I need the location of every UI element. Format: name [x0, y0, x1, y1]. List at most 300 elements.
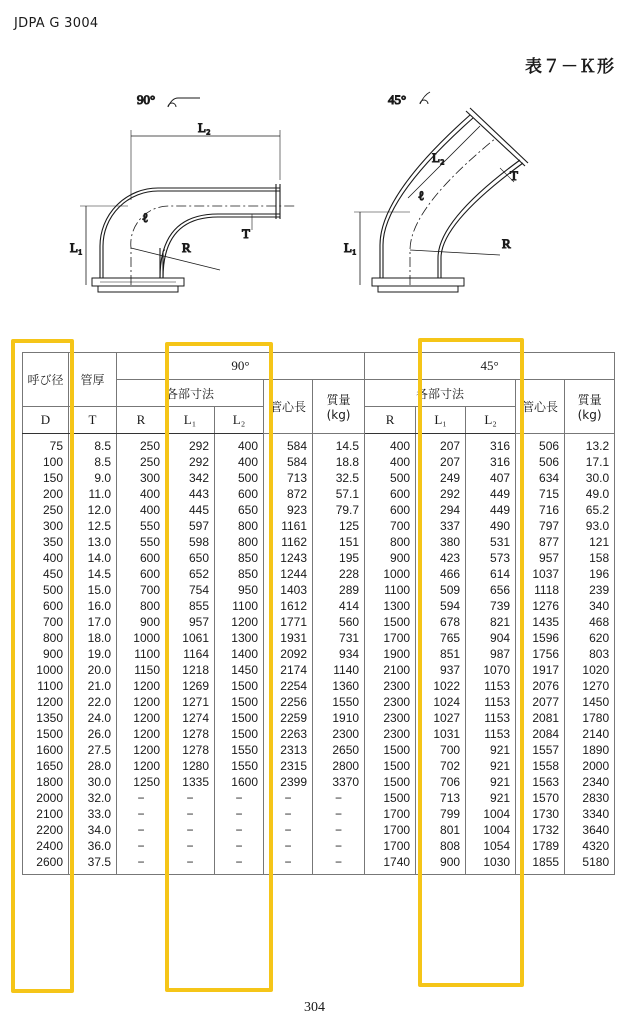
table-cell: 65.2 [565, 502, 615, 518]
table-cell: 1000 [117, 630, 166, 646]
table-cell: 1278 [166, 726, 215, 742]
table-cell: 1855 [516, 854, 565, 875]
table-cell: 706 [416, 774, 466, 790]
table-cell: 34.0 [69, 822, 117, 838]
table-cell: 1360 [313, 678, 365, 694]
table-cell: 850 [215, 566, 264, 582]
table-cell: 8.5 [69, 454, 117, 470]
bend-45-L2-label: L₂ [432, 150, 445, 165]
table-cell: 2340 [565, 774, 615, 790]
table-cell: 900 [416, 854, 466, 875]
table-cell: 800 [365, 534, 416, 550]
table-cell: − [166, 854, 215, 875]
bend-45-l-label: ℓ [418, 188, 425, 203]
table-cell: 2259 [264, 710, 313, 726]
table-cell: 1200 [117, 678, 166, 694]
subheader-45-R: R [365, 407, 416, 434]
table-cell: 1164 [166, 646, 215, 662]
table-cell: 21.0 [69, 678, 117, 694]
table-cell: 1500 [215, 710, 264, 726]
table-cell: 125 [313, 518, 365, 534]
table-cell: 531 [466, 534, 516, 550]
table-cell: 2650 [313, 742, 365, 758]
table-cell: 800 [117, 598, 166, 614]
table-cell: − [117, 806, 166, 822]
table-cell: 30.0 [565, 470, 615, 486]
table-cell: 3640 [565, 822, 615, 838]
table-cell: 300 [23, 518, 69, 534]
table-cell: 1450 [565, 694, 615, 710]
table-cell: 2084 [516, 726, 565, 742]
table-cell: 2092 [264, 646, 313, 662]
table-cell: 1118 [516, 582, 565, 598]
table-cell: 14.0 [69, 550, 117, 566]
table-cell: 855 [166, 598, 215, 614]
table-cell: 1570 [516, 790, 565, 806]
table-cell: 1500 [365, 774, 416, 790]
table-cell: 1250 [117, 774, 166, 790]
table-cell: 1200 [117, 694, 166, 710]
table-cell: 1070 [466, 662, 516, 678]
table-cell: 2140 [565, 726, 615, 742]
table-cell: 801 [416, 822, 466, 838]
table-cell: − [117, 822, 166, 838]
table-cell: 93.0 [565, 518, 615, 534]
table-cell: 1557 [516, 742, 565, 758]
table-row [23, 566, 615, 582]
table-cell: 449 [466, 502, 516, 518]
table-cell: 1280 [166, 758, 215, 774]
table-cell: 800 [23, 630, 69, 646]
header-thickness: 管厚 [69, 353, 117, 407]
table-row [23, 742, 615, 758]
table-cell: 250 [117, 454, 166, 470]
table-cell: 3340 [565, 806, 615, 822]
k-type-bend-dimension-table [22, 352, 615, 875]
table-cell: 560 [313, 614, 365, 630]
table-cell: 1500 [23, 726, 69, 742]
table-cell: 8.5 [69, 434, 117, 455]
table-cell: 877 [516, 534, 565, 550]
table-row [23, 550, 615, 566]
table-cell: 650 [215, 502, 264, 518]
table-row [23, 806, 615, 822]
table-cell: 900 [365, 550, 416, 566]
table-cell: 13.2 [565, 434, 615, 455]
table-row [23, 646, 615, 662]
table-cell: 1335 [166, 774, 215, 790]
table-cell: 1732 [516, 822, 565, 838]
table-cell: − [264, 790, 313, 806]
bend-45-T-label: T [510, 168, 518, 183]
table-cell: 850 [215, 550, 264, 566]
table-cell: 754 [166, 582, 215, 598]
table-cell: 1200 [117, 758, 166, 774]
table-cell: 1100 [23, 678, 69, 694]
page-number: 304 [304, 1000, 325, 1015]
table-row [23, 758, 615, 774]
table-cell: 49.0 [565, 486, 615, 502]
table-cell: 716 [516, 502, 565, 518]
table-cell: 1200 [23, 694, 69, 710]
table-cell: 1740 [365, 854, 416, 875]
table-row [23, 470, 615, 486]
table-cell: − [264, 806, 313, 822]
subheader-45-L1: L₁ [416, 407, 466, 434]
table-cell: − [166, 790, 215, 806]
table-cell: 32.0 [69, 790, 117, 806]
table-cell: 239 [565, 582, 615, 598]
table-cell: 600 [117, 566, 166, 582]
table-cell: − [313, 838, 365, 854]
subheader-T: T [69, 407, 117, 434]
table-cell: 1550 [215, 758, 264, 774]
table-cell: 2830 [565, 790, 615, 806]
table-cell: 400 [215, 434, 264, 455]
table-cell: 1650 [23, 758, 69, 774]
table-cell: 26.0 [69, 726, 117, 742]
document-code: JDPA G 3004 [14, 16, 99, 31]
table-cell: 584 [264, 434, 313, 455]
table-cell: 1271 [166, 694, 215, 710]
mass-label: 質量 [577, 393, 602, 407]
table-cell: 1300 [215, 630, 264, 646]
table-cell: 2081 [516, 710, 565, 726]
table-row [23, 710, 615, 726]
table-cell: 1243 [264, 550, 313, 566]
table-cell: 634 [516, 470, 565, 486]
table-cell: 923 [264, 502, 313, 518]
table-cell: 1100 [117, 646, 166, 662]
table-cell: 1700 [365, 806, 416, 822]
subheader-D: D [23, 407, 69, 434]
mass-label: 質量 [326, 393, 351, 407]
table-cell: 800 [215, 534, 264, 550]
table-cell: − [313, 822, 365, 838]
table-cell: 921 [466, 790, 516, 806]
table-cell: 1300 [365, 598, 416, 614]
bend-45-angle-label: 45° [388, 92, 407, 107]
table-cell: 1500 [215, 678, 264, 694]
header-45-degree: 45° [365, 353, 615, 380]
highlight-90-dimensions-column [165, 342, 273, 992]
table-cell: 33.0 [69, 806, 117, 822]
table-cell: 337 [416, 518, 466, 534]
table-row [23, 486, 615, 502]
table-cell: 350 [23, 534, 69, 550]
table-cell: 715 [516, 486, 565, 502]
table-row [23, 774, 615, 790]
table-cell: 921 [466, 742, 516, 758]
table-cell: 739 [466, 598, 516, 614]
header-90-mass [313, 380, 365, 434]
table-cell: 1037 [516, 566, 565, 582]
table-cell: 1276 [516, 598, 565, 614]
bend-90-T-label: T [242, 226, 250, 241]
table-cell: 9.0 [69, 470, 117, 486]
table-cell: 17.0 [69, 614, 117, 630]
table-cell: 957 [166, 614, 215, 630]
table-cell: 573 [466, 550, 516, 566]
table-cell: 400 [117, 502, 166, 518]
table-cell: 2200 [23, 822, 69, 838]
table-cell: 11.0 [69, 486, 117, 502]
mass-unit: (kg) [326, 408, 351, 422]
table-row [23, 582, 615, 598]
table-cell: 2300 [365, 678, 416, 694]
table-cell: 1161 [264, 518, 313, 534]
table-row [23, 434, 615, 455]
table-cell: − [264, 854, 313, 875]
bend-90-drawing [70, 92, 295, 292]
table-cell: 1200 [117, 742, 166, 758]
table-cell: 36.0 [69, 838, 117, 854]
table-cell: 14.5 [69, 566, 117, 582]
table-cell: 500 [365, 470, 416, 486]
table-cell: 400 [23, 550, 69, 566]
table-cell: 2077 [516, 694, 565, 710]
table-cell: 121 [565, 534, 615, 550]
table-cell: − [215, 838, 264, 854]
table-cell: 289 [313, 582, 365, 598]
table-cell: 600 [365, 502, 416, 518]
table-cell: 700 [416, 742, 466, 758]
table-cell: 713 [264, 470, 313, 486]
table-cell: 1917 [516, 662, 565, 678]
table-cell: 2300 [365, 694, 416, 710]
table-cell: − [313, 790, 365, 806]
table-cell: 316 [466, 454, 516, 470]
table-cell: 24.0 [69, 710, 117, 726]
header-45-mass [565, 380, 615, 434]
highlight-nominal-diameter-column [11, 339, 74, 993]
table-cell: 1931 [264, 630, 313, 646]
bend-90-l-label: ℓ [142, 210, 149, 225]
table-cell: 713 [416, 790, 466, 806]
table-cell: 700 [117, 582, 166, 598]
table-cell: 1500 [365, 790, 416, 806]
table-cell: 1162 [264, 534, 313, 550]
subheader-90-R: R [117, 407, 166, 434]
table-cell: 2315 [264, 758, 313, 774]
table-cell: 380 [416, 534, 466, 550]
table-row [23, 726, 615, 742]
table-cell: 600 [117, 550, 166, 566]
table-cell: 934 [313, 646, 365, 662]
table-cell: 100 [23, 454, 69, 470]
table-cell: 1550 [215, 742, 264, 758]
table-cell: 1278 [166, 742, 215, 758]
table-cell: 700 [365, 518, 416, 534]
mass-unit: (kg) [577, 408, 602, 422]
table-body [23, 434, 615, 875]
table-cell: − [117, 838, 166, 854]
table-cell: 1780 [565, 710, 615, 726]
subheader-90-L1: L₁ [166, 407, 215, 434]
table-cell: 228 [313, 566, 365, 582]
table-cell: 600 [23, 598, 69, 614]
table-cell: 466 [416, 566, 466, 582]
table-cell: 2600 [23, 854, 69, 875]
table-cell: 1400 [215, 646, 264, 662]
table-cell: 950 [215, 582, 264, 598]
table-cell: 2300 [365, 726, 416, 742]
table-cell: 797 [516, 518, 565, 534]
table-cell: − [264, 822, 313, 838]
table-row [23, 662, 615, 678]
table-cell: 550 [117, 518, 166, 534]
table-cell: 872 [264, 486, 313, 502]
bend-90-L2-label: L₂ [198, 120, 211, 135]
table-cell: 1789 [516, 838, 565, 854]
table-row [23, 790, 615, 806]
table-cell: 207 [416, 454, 466, 470]
table-cell: 151 [313, 534, 365, 550]
table-cell: 443 [166, 486, 215, 502]
table-cell: 1800 [23, 774, 69, 790]
table-cell: 1435 [516, 614, 565, 630]
table-cell: − [215, 806, 264, 822]
table-cell: 1730 [516, 806, 565, 822]
table-cell: 207 [416, 434, 466, 455]
table-row [23, 534, 615, 550]
table-cell: 1153 [466, 710, 516, 726]
table-cell: 400 [365, 434, 416, 455]
bend-45-drawing [344, 92, 528, 292]
table-cell: 292 [166, 454, 215, 470]
table-cell: 765 [416, 630, 466, 646]
table-cell: 620 [565, 630, 615, 646]
table-cell: 700 [23, 614, 69, 630]
table-cell: 4320 [565, 838, 615, 854]
table-cell: 400 [117, 486, 166, 502]
table-row [23, 454, 615, 470]
table-cell: − [166, 822, 215, 838]
table-cell: 14.5 [313, 434, 365, 455]
table-cell: 449 [466, 486, 516, 502]
table-cell: 1270 [565, 678, 615, 694]
table-cell: 79.7 [313, 502, 365, 518]
table-row [23, 694, 615, 710]
table-cell: 1004 [466, 806, 516, 822]
table-cell: 300 [117, 470, 166, 486]
table-cell: 150 [23, 470, 69, 486]
table-cell: 1061 [166, 630, 215, 646]
table-cell: 158 [565, 550, 615, 566]
table-cell: 2263 [264, 726, 313, 742]
table-cell: 1140 [313, 662, 365, 678]
table-cell: − [166, 838, 215, 854]
table-cell: 1558 [516, 758, 565, 774]
table-cell: 2400 [23, 838, 69, 854]
table-cell: 600 [365, 486, 416, 502]
table-cell: 1600 [215, 774, 264, 790]
table-cell: − [166, 806, 215, 822]
header-90-center-length: 管心長 [264, 380, 313, 434]
table-cell: 2313 [264, 742, 313, 758]
bend-pipe-figure [0, 80, 629, 310]
bend-45-L1-label: L₁ [344, 240, 357, 255]
table-cell: 1700 [365, 838, 416, 854]
table-cell: 1244 [264, 566, 313, 582]
table-cell: 614 [466, 566, 516, 582]
table-row [23, 614, 615, 630]
table-cell: 450 [23, 566, 69, 582]
table-cell: − [264, 838, 313, 854]
table-cell: 400 [215, 454, 264, 470]
table-cell: 1563 [516, 774, 565, 790]
table-cell: 1612 [264, 598, 313, 614]
table-cell: 249 [416, 470, 466, 486]
table-cell: 37.5 [69, 854, 117, 875]
table-cell: 1100 [365, 582, 416, 598]
table-cell: 799 [416, 806, 466, 822]
table-cell: 851 [416, 646, 466, 662]
table-row [23, 822, 615, 838]
table-cell: 294 [416, 502, 466, 518]
table-cell: 1403 [264, 582, 313, 598]
table-cell: 316 [466, 434, 516, 455]
table-cell: − [313, 806, 365, 822]
table-cell: 937 [416, 662, 466, 678]
table-cell: 340 [565, 598, 615, 614]
table-cell: 1450 [215, 662, 264, 678]
table-cell: 1004 [466, 822, 516, 838]
table-cell: 2174 [264, 662, 313, 678]
table-cell: 1153 [466, 694, 516, 710]
table-cell: − [215, 822, 264, 838]
table-cell: 1500 [365, 742, 416, 758]
table-title: 表７－Ｋ形 [525, 57, 615, 77]
table-cell: 407 [466, 470, 516, 486]
table-cell: 921 [466, 774, 516, 790]
table-cell: 75 [23, 434, 69, 455]
table-cell: 1269 [166, 678, 215, 694]
table-cell: 2076 [516, 678, 565, 694]
table-cell: 3370 [313, 774, 365, 790]
table-cell: 1153 [466, 678, 516, 694]
table-cell: 509 [416, 582, 466, 598]
table-cell: 702 [416, 758, 466, 774]
table-cell: 506 [516, 434, 565, 455]
table-cell: 2000 [565, 758, 615, 774]
table-cell: 1500 [215, 694, 264, 710]
table-cell: 1000 [23, 662, 69, 678]
table-cell: 1550 [313, 694, 365, 710]
table-cell: 250 [117, 434, 166, 455]
table-cell: 731 [313, 630, 365, 646]
table-cell: 12.5 [69, 518, 117, 534]
table-cell: 1756 [516, 646, 565, 662]
table-cell: 1700 [365, 630, 416, 646]
table-cell: 678 [416, 614, 466, 630]
table-cell: 2254 [264, 678, 313, 694]
table-cell: 550 [117, 534, 166, 550]
table-cell: 821 [466, 614, 516, 630]
table-cell: 400 [365, 454, 416, 470]
table-cell: 15.0 [69, 582, 117, 598]
table-row [23, 518, 615, 534]
table-cell: 600 [215, 486, 264, 502]
table-cell: 1274 [166, 710, 215, 726]
table-cell: 2000 [23, 790, 69, 806]
table-cell: − [313, 854, 365, 875]
table-cell: 800 [215, 518, 264, 534]
table-cell: 1027 [416, 710, 466, 726]
table-cell: 1771 [264, 614, 313, 630]
table-cell: 1150 [117, 662, 166, 678]
table-cell: 957 [516, 550, 565, 566]
